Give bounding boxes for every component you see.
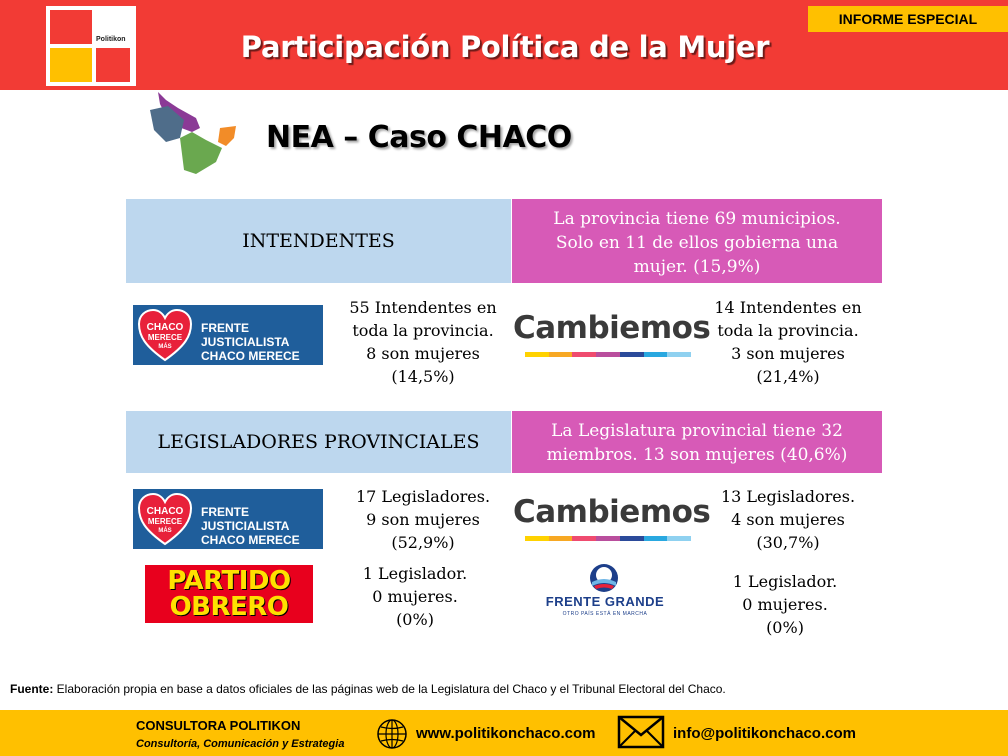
summary-line: La provincia tiene 69 municipios.: [553, 209, 841, 229]
fg-legisladores-stat: 1 Legislador. 0 mujeres. (0%): [732, 572, 838, 637]
nea-map-icon: [146, 90, 242, 178]
source-text: Elaboración propia en base a datos oficiales de las páginas web de la Legislatura del Chaco y el Tribunal Electoral del Chaco.: [53, 682, 726, 696]
source-note: [10, 682, 726, 696]
svg-text:CHACO: CHACO: [146, 322, 184, 333]
page-title: Participación Política de la Mujer: [240, 30, 770, 64]
summary-line: Solo en 11 de ellos gobierna una: [555, 233, 839, 253]
footer-bar: [0, 710, 1008, 756]
logo-text: Politikon: [96, 36, 126, 43]
partido-obrero-logo: PARTIDO OBRERO: [145, 565, 313, 623]
frente-justicialista-logo: [133, 305, 323, 377]
summary-line: miembros. 13 son mujeres (40,6%): [546, 445, 848, 465]
sun-icon: [588, 562, 620, 594]
fj-logo-text: FRENTE JUSTICIALISTA CHACO MERECE MAS: [201, 505, 300, 561]
envelope-icon: [617, 715, 665, 749]
legisladores-label: LEGISLADORES PROVINCIALES: [126, 411, 511, 473]
footer-company-name: CONSULTORA POLITIKON: [136, 718, 301, 733]
source-label: Fuente:: [10, 682, 54, 696]
svg-text:MERECE: MERECE: [147, 517, 183, 526]
svg-text:MERECE: MERECE: [147, 333, 183, 342]
footer-tagline: Consultoría, Comunicación y Estrategia: [136, 738, 345, 750]
intendentes-summary: [512, 199, 882, 283]
summary-line: mujer. (15,9%): [633, 257, 761, 277]
heart-icon: [137, 492, 193, 546]
svg-text:CHACO: CHACO: [146, 506, 184, 517]
fj-legisladores-stat: 17 Legisladores. 9 son mujeres (52,9%): [355, 487, 491, 552]
po-legisladores-stat: 1 Legislador. 0 mujeres. (0%): [362, 564, 468, 629]
fj-intendentes-stat: 55 Intendentes en toda la provincia. 8 son mujeres (14,5%): [349, 298, 497, 386]
footer-email-link[interactable]: info@politikonchaco.com: [673, 725, 856, 742]
fj-logo-text: FRENTE JUSTICIALISTA CHACO MERECE MAS: [201, 321, 300, 377]
frente-grande-logo: FRENTE GRANDE OTRO PAÍS ESTÁ EN MARCHA: [530, 562, 680, 622]
heart-icon: [137, 308, 193, 362]
globe-icon: [376, 718, 408, 750]
politikon-logo: [46, 6, 136, 86]
svg-text:MÁS: MÁS: [158, 528, 172, 534]
cambiemos-logo: Cambiemos: [513, 492, 703, 542]
section-subtitle: NEA – Caso CHACO: [266, 120, 572, 155]
cambiemos-intendentes-stat: 14 Intendentes en toda la provincia. 3 son mujeres (21,4%): [714, 298, 862, 386]
intendentes-label: INTENDENTES: [126, 199, 511, 283]
svg-text:MÁS: MÁS: [158, 344, 172, 350]
cambiemos-legisladores-stat: 13 Legisladores. 4 son mujeres (30,7%): [720, 487, 856, 552]
report-badge: INFORME ESPECIAL: [808, 6, 1008, 32]
footer-website-link[interactable]: www.politikonchaco.com: [416, 725, 596, 742]
summary-line: La Legislatura provincial tiene 32: [551, 421, 843, 441]
legisladores-summary: [512, 411, 882, 473]
cambiemos-logo: Cambiemos: [513, 308, 703, 358]
frente-justicialista-logo: [133, 489, 323, 561]
